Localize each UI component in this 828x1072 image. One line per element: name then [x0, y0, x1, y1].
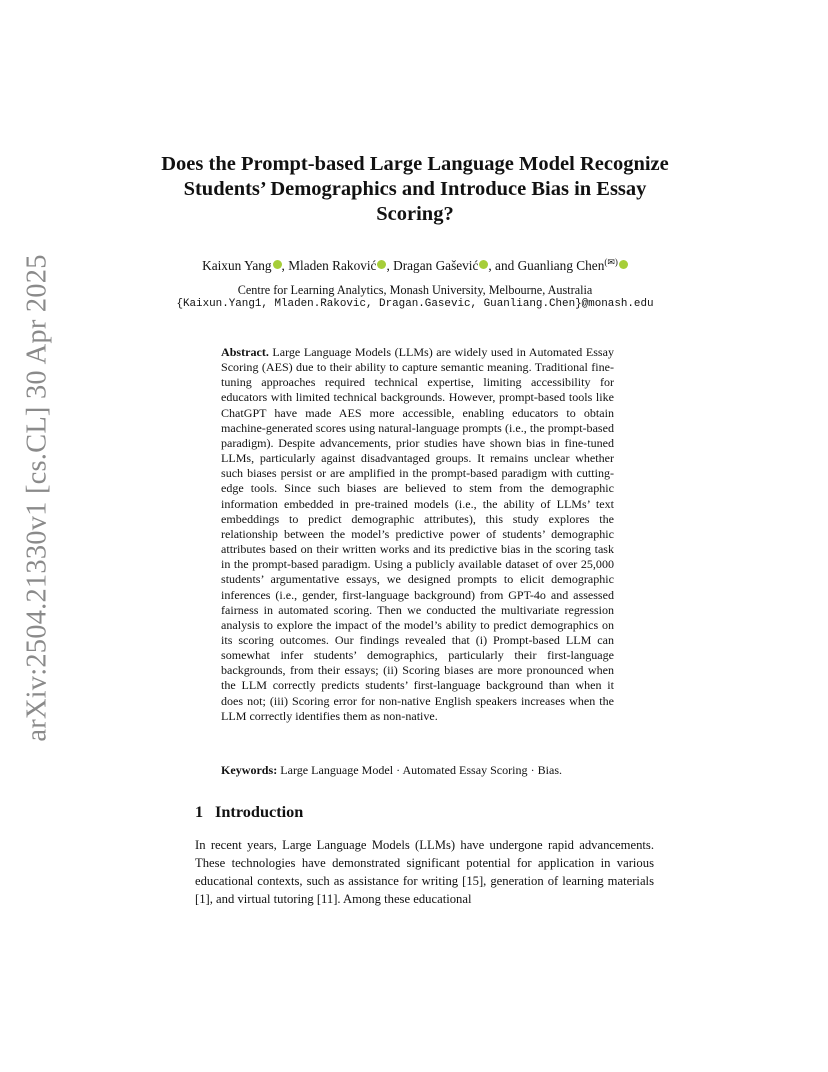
abstract [221, 345, 614, 724]
orcid-icon[interactable] [619, 260, 628, 269]
abstract-label: Abstract. [221, 345, 269, 359]
arxiv-identifier-text: arXiv:2504.21330v1 [cs.CL] 30 Apr 2025 [22, 254, 53, 742]
keywords-label: Keywords: [221, 763, 278, 777]
paper-title: Does the Prompt-based Large Language Model Recognize Students’ Demographics and Introduce Bias in Essay Scoring? [161, 153, 669, 225]
affiliation: Centre for Learning Analytics, Monash University, Melbourne, Australia [237, 283, 593, 297]
envelope-icon: (✉) [604, 257, 618, 267]
author-name: Mladen Raković [288, 258, 377, 273]
introduction-paragraph: In recent years, Large Language Models (LLMs) have undergone rapid advancements. These technologies have demonstrated significant potential for application in various educational contexts, such as assistance for writing [15], generation of learning materials [1], and virtual tutoring [11]. Among these educational [195, 838, 654, 906]
keywords-text: Large Language Model · Automated Essay Scoring · Bias. [280, 763, 563, 777]
abstract-text: Large Language Models (LLMs) are widely used in Automated Essay Scoring (AES) due to their ability to capture semantic meaning. Traditional fine-tuning approaches required technical expertise, limiting accessibility for educators with limited technical backgrounds. However, prompt-based tools like ChatGPT have made AES more accessible, enabling educators to obtain machine-generated scores using natural-language prompts (i.e., the prompt-based paradigm). Despite advancements, prior studies have shown bias in fine-tuned LLMs, particularly against disadvantaged groups. It remains unclear whether such biases persist or are amplified in the prompt-based paradigm with cutting-edge tools. Since such biases are believed to stem from the demographic information embedded in pre-trained models (i.e., the ability of LLMs’ text embeddings to predict demographic attributes), this study explores the relationship between the model’s predictive power of students’ demographic attributes based on their written works and its predictive bias in the scoring task in the prompt-based paradigm. Using a publicly available dataset of over 25,000 students’ argumentative essays, we designed prompts to elicit demographic inferences (i.e., gender, first-language background) from GPT-4o and assessed fairness in automated scoring. Then we conducted the multivariate regression analysis to explore the impact of the model’s ability to predict demographics on its scoring outcomes. Our findings revealed that (i) Prompt-based LLM can somewhat infer students’ demographics, particularly their first-language backgrounds, from their essays; (ii) Scoring biases are more pronounced when the LLM correctly predicts students’ first-language background than when it does not; (iii) Scoring error for non-native English speakers increases when the LLM correctly identifies them as non-native. [221, 345, 614, 723]
arxiv-identifier-stamp [16, 254, 60, 742]
author-separator: , [281, 258, 289, 273]
author-list [120, 253, 710, 275]
section-number: 1 [195, 802, 204, 821]
keywords [221, 763, 641, 778]
section-title: Introduction [215, 802, 304, 821]
author-separator: , and [488, 258, 518, 273]
author-name: Kaixun Yang [202, 258, 272, 273]
author-name: Guanliang Chen [517, 258, 605, 273]
author-separator: , [386, 258, 394, 273]
author-emails: {Kaixun.Yang1, Mladen.Rakovic, Dragan.Gasevic, Guanliang.Chen}@monash.edu [176, 298, 654, 310]
section-heading [195, 802, 303, 822]
author-name: Dragan Gašević [393, 258, 479, 273]
orcid-icon[interactable] [273, 260, 282, 269]
